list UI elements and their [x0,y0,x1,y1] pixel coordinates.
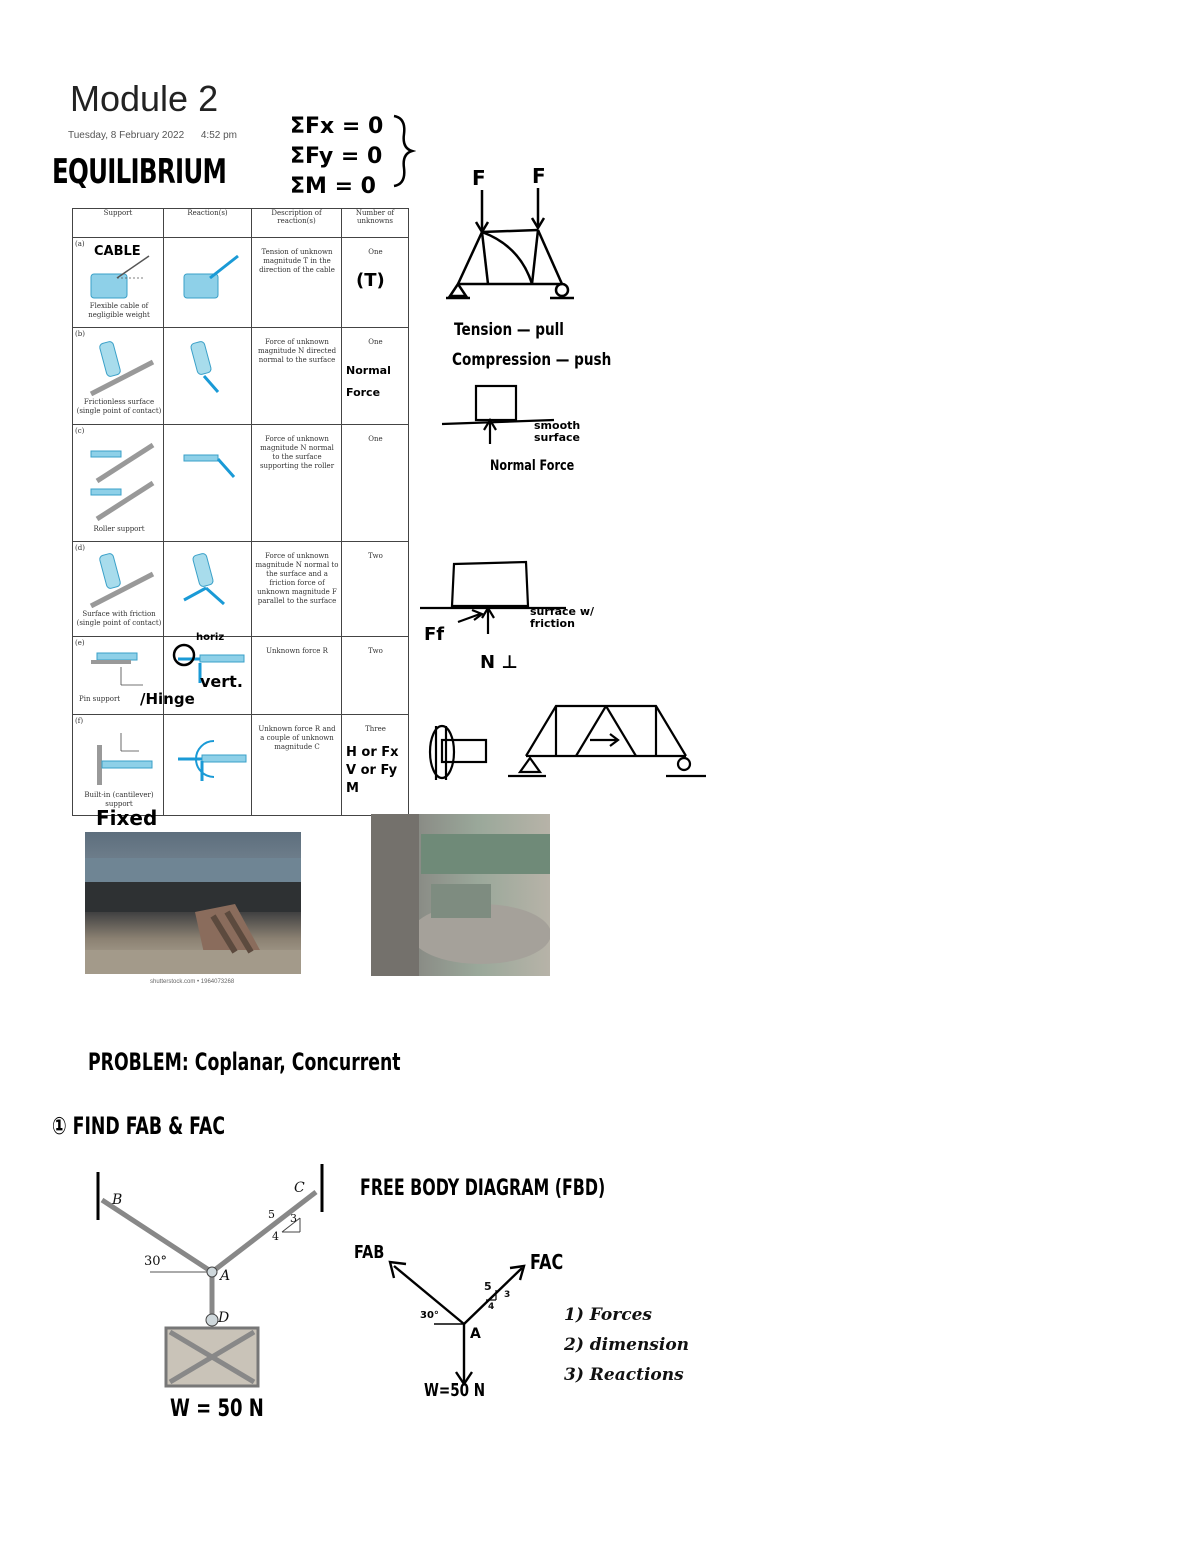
fbd-weight-label: W=50 N [424,1380,485,1401]
compression-note: Compression — push [452,350,612,370]
angle-label: 30° [144,1254,168,1269]
fbd-ratio-rise: 3 [504,1290,511,1300]
cantilever-support-icon [87,725,157,789]
fixed-note: Fixed [96,806,158,830]
support-reactions-table [72,208,409,816]
point-a-label: A [220,1268,231,1284]
fbd-ratio-run: 4 [488,1302,495,1312]
fbd-title: FREE BODY DIAGRAM (FBD) [360,1176,606,1201]
row-tag: (e) [75,639,85,647]
fbd-point-label: A [470,1326,481,1342]
eq-m: ΣM = 0 [290,174,376,199]
time: 4:52 pm [200,130,237,141]
truss-force-left-label: F [472,166,486,190]
unknowns: One [368,248,383,256]
table-row [73,425,409,542]
row-tag: (a) [75,240,85,248]
photo-caption: shutterstock.com • 1964073268 [150,979,235,985]
ratio-rise: 3 [290,1212,297,1225]
pin-bearing-photo [371,814,550,976]
header-reactions: Reaction(s) [164,209,252,238]
tension-note: Tension — pull [454,320,564,340]
table-row [73,542,409,637]
checklist-item: 3) Reactions [564,1365,684,1385]
truss-force-right-label: F [532,164,546,188]
smooth-surface-note: smooth surface [534,419,581,444]
friction-surface-icon [87,552,157,608]
free-body-diagram [380,1254,540,1394]
row-tag: (f) [75,717,84,725]
bridge-bearing-photo [85,832,301,974]
bridge-truss-sketch-icon [506,700,716,784]
description: Force of unknown magnitude N normal to the surface supporting the roller [259,435,335,470]
checklist-item: 1) Forces [564,1305,652,1325]
vert-note: vert. [200,672,243,691]
point-c-label: C [294,1180,305,1196]
description: Unknown force R and a couple of unknown magnitude C [258,725,336,751]
cable-crate-diagram [90,1160,340,1430]
unknowns: One [368,435,383,443]
fbd-checklist [564,1300,689,1390]
normal-force-table-note: Normal Force [346,364,391,399]
equilibrium-heading: EQUILIBRIUM [52,152,227,192]
fixed-unknowns-list [346,744,399,798]
cantilever-reaction-icon [172,731,252,791]
description: Tension of unknown magnitude T in the direction of the cable [259,248,335,274]
ratio-run: 4 [272,1230,279,1243]
support-label: Roller support [93,525,145,533]
row-tag: (d) [75,544,85,552]
unknowns: Three [365,725,386,733]
fbd-fab-label: FAB [354,1242,385,1263]
bridge-bearing-sketch-icon [85,832,301,974]
unknown-v: V or Fy [346,763,398,778]
unknowns: Two [368,647,383,655]
support-label: Frictionless surface (single point of contact) [76,398,162,415]
eq-fx: ΣFx = 0 [290,114,384,139]
friction-reaction-icon [178,552,242,616]
truss-sketch-icon [440,186,580,306]
point-d-label: D [218,1310,230,1326]
fbd-fac-label: FAC [530,1250,564,1274]
description: Force of unknown magnitude N normal to the surface and a friction force of unknown magnitude F parallel to the surface [255,552,339,605]
header-unknowns: Number of unknowns [342,209,409,238]
description: Unknown force R [266,647,328,655]
header-description: Description of reaction(s) [252,209,342,238]
unknown-h: H or Fx [346,745,399,760]
unknowns: One [368,338,383,346]
tension-reaction-icon [178,246,248,306]
weight-label: W = 50 N [170,1394,264,1422]
fbd-ratio-hyp: 5 [484,1280,492,1293]
support-label: Flexible cable of negligible weight [88,302,150,319]
equilibrium-equations [290,112,383,202]
ratio-hyp: 5 [268,1208,275,1221]
date-line [68,130,237,141]
table-header-row [73,209,409,238]
unknowns: Two [368,552,383,560]
surface-friction-note: surface w/ friction [530,605,595,630]
problem-heading: PROBLEM: Coplanar, Concurrent [88,1048,401,1076]
description: Force of unknown magnitude N directed normal to the surface [257,338,337,364]
row-tag: (b) [75,330,85,338]
fbd-angle-label: 30° [420,1310,439,1321]
pin-support-icon [87,649,157,693]
friction-force-label: Ff [424,624,445,645]
problem-task: ① FIND FAB & FAC [52,1112,226,1140]
fixed-support-sketch-icon [416,724,496,784]
pin-bearing-sketch-icon [371,814,550,976]
date: Tuesday, 8 February 2022 [68,130,185,141]
frictionless-surface-icon [87,340,157,396]
hinge-note: /Hinge [140,690,195,708]
header-support: Support [73,209,164,238]
support-label: Pin support [79,695,121,703]
point-b-label: B [112,1192,123,1208]
horiz-note: horiz [196,632,225,643]
normal-force-note: Normal Force [490,458,575,474]
tension-t-note: (T) [356,270,385,291]
eq-fy: ΣFy = 0 [290,144,383,169]
brace-icon [392,114,416,188]
page-title: Module 2 [70,78,219,119]
checklist-item: 2) dimension [564,1335,690,1355]
cable-note: CABLE [94,244,141,259]
normal-perp-label: N ⊥ [480,652,518,673]
roller-reaction-icon [180,445,246,495]
normal-reaction-icon [182,340,242,400]
roller-support-icon [87,435,157,521]
row-tag: (c) [75,427,85,435]
unknown-m: M [346,781,359,796]
support-label: Surface with friction (single point of contact) [76,610,162,627]
support-label: Built-in (cantilever) support [84,791,154,808]
